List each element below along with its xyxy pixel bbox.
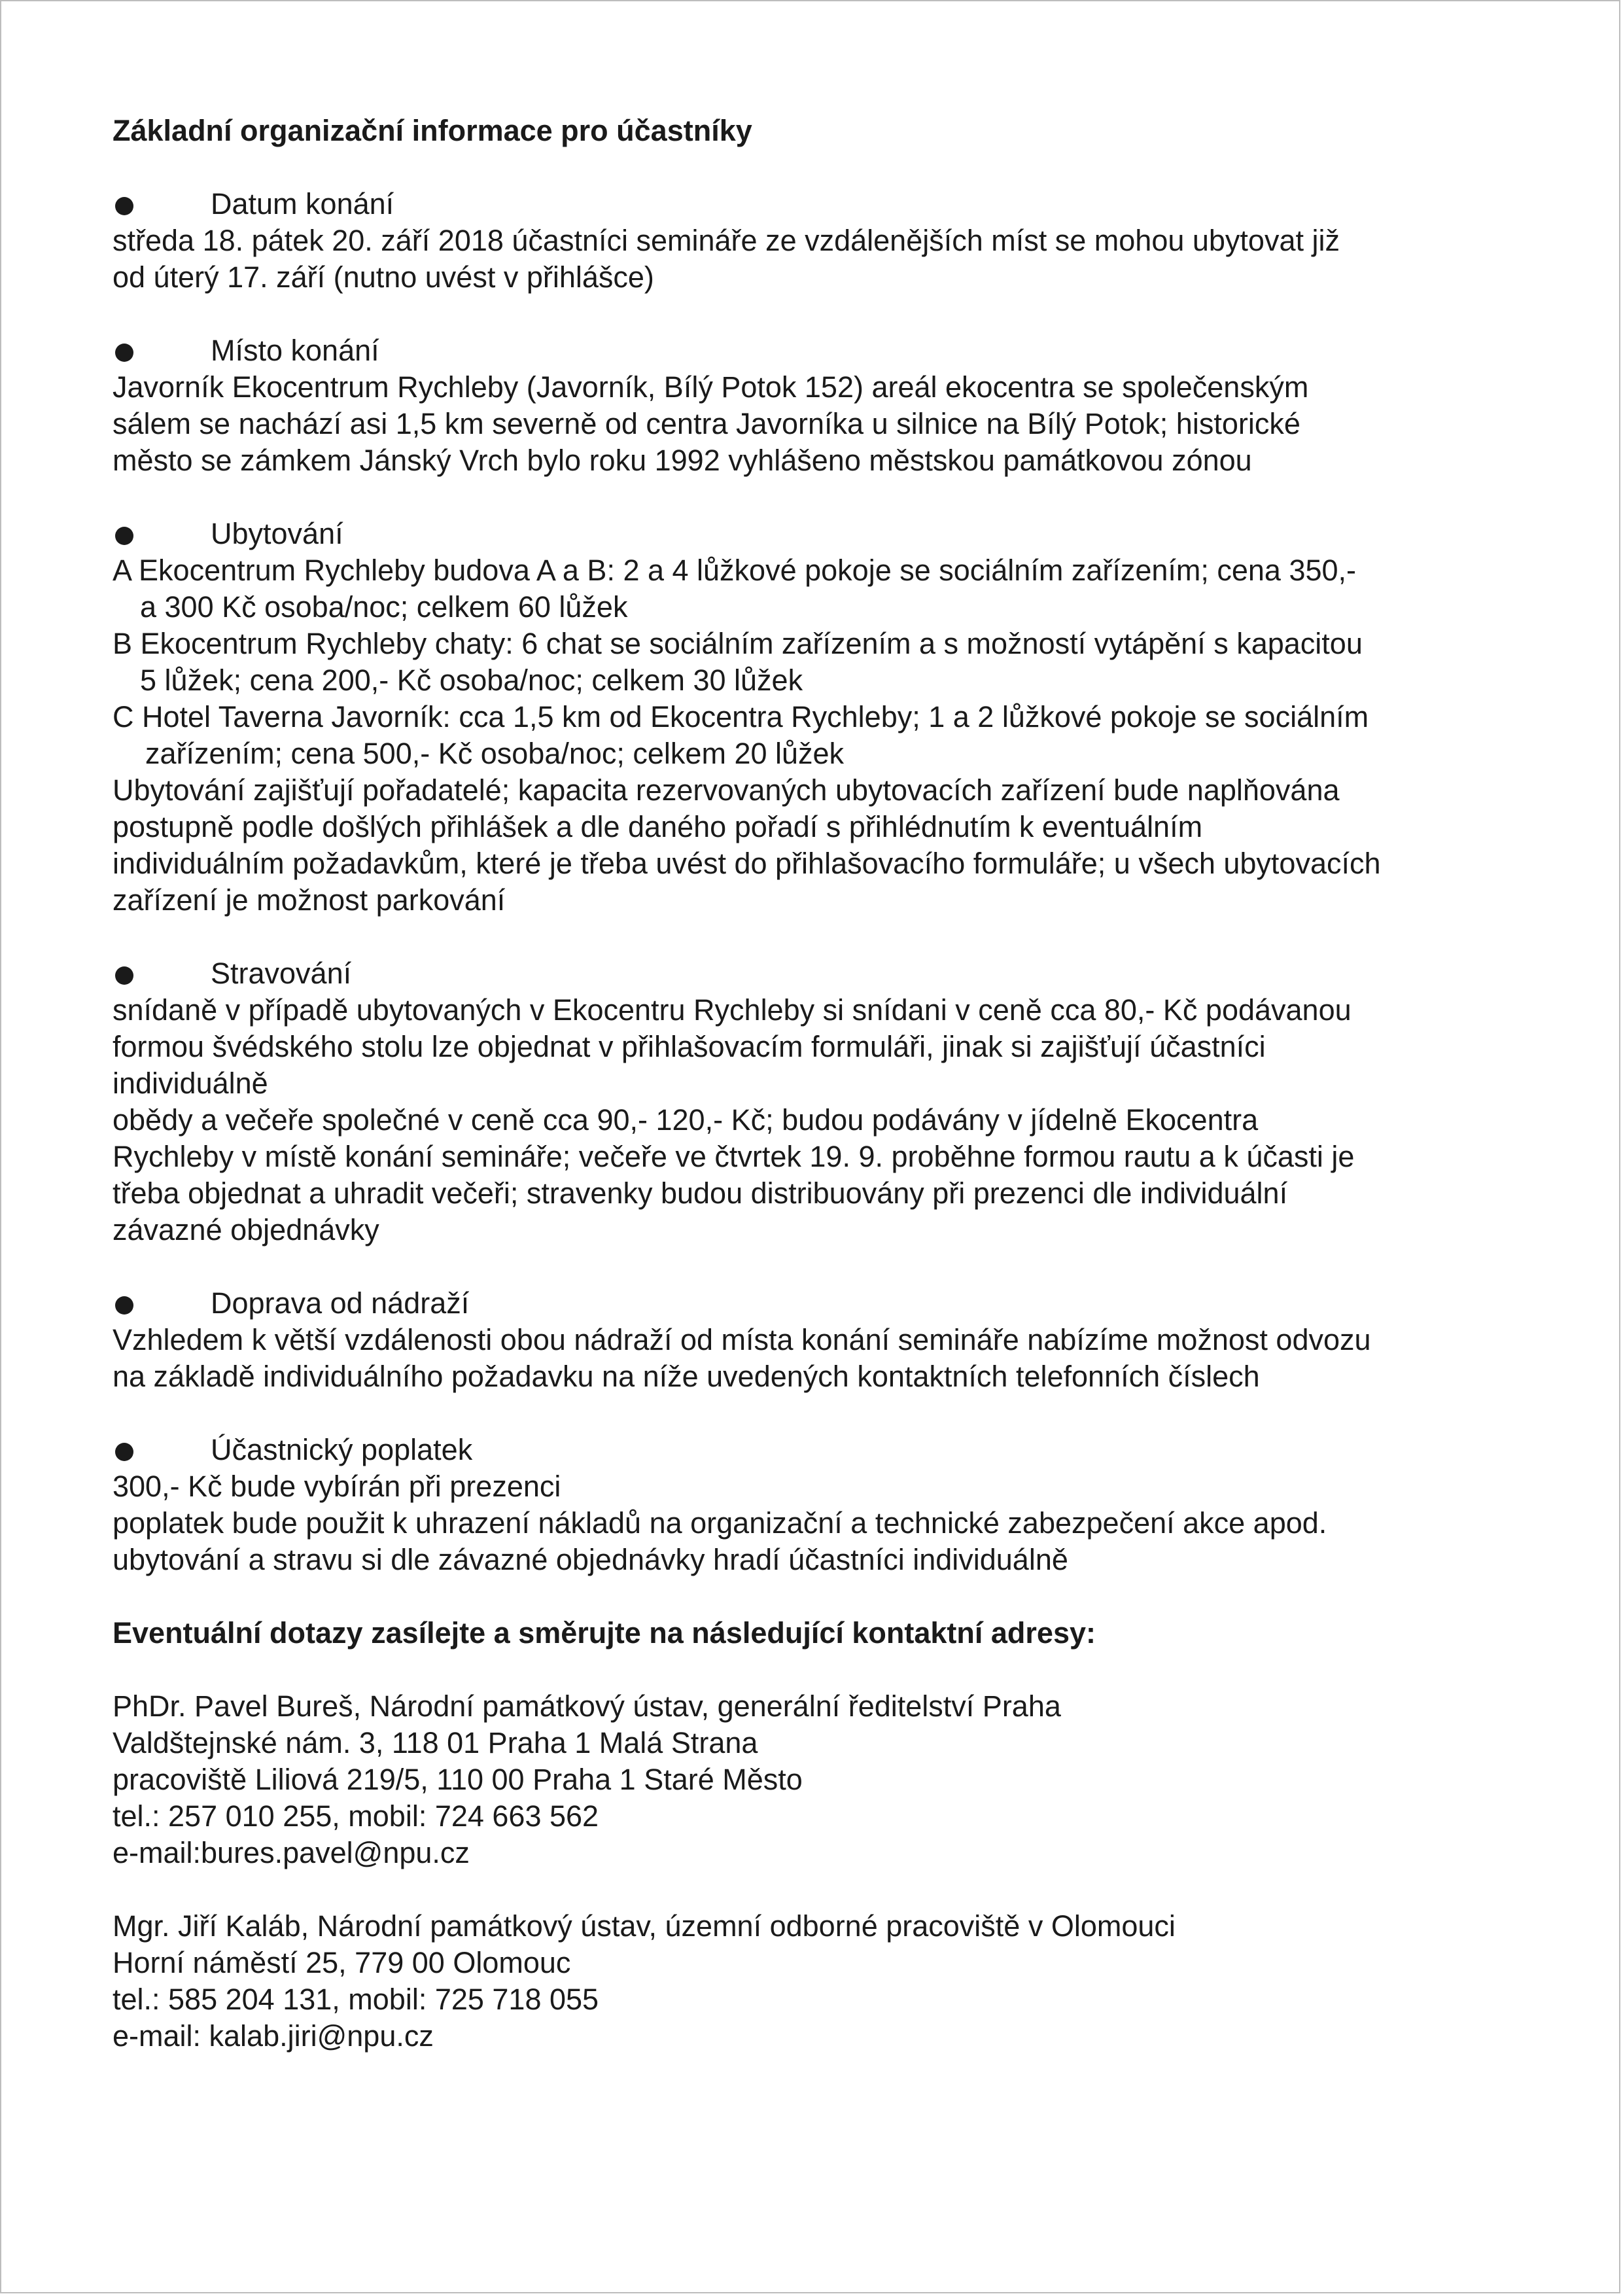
heading-text: Účastnický poplatek xyxy=(211,1433,473,1466)
heading-text: Doprava od nádraží xyxy=(211,1286,470,1320)
bullet-icon xyxy=(115,197,133,215)
contact-workplace: pracoviště Liliová 219/5, 110 00 Praha 1 Staré Město xyxy=(113,1763,803,1796)
contact-phone: tel.: 585 204 131, mobil: 725 718 055 xyxy=(113,1983,599,2016)
misto-line: město se zámkem Jánský Vrch bylo roku 1992 vyhlášeno městskou památkovou zónou xyxy=(113,444,1252,477)
stravovani-line: Rychleby v místě konání semináře; večeře ve čtvrtek 19. 9. proběhne formou rautu a k účasti je xyxy=(113,1140,1355,1173)
ubytovani-option-a-cont: a 300 Kč osoba/noc; celkem 60 lůžek xyxy=(140,590,628,624)
contact-heading: Eventuální dotazy zasílejte a směrujte na následující kontaktní adresy: xyxy=(113,1616,1096,1650)
section-datum xyxy=(113,186,1539,296)
ubytovani-option-c-cont: zařízením; cena 500,- Kč osoba/noc; celkem 20 lůžek xyxy=(145,737,845,770)
contact-block-kalab xyxy=(113,1908,1539,2055)
section-heading-stravovani xyxy=(113,955,1539,992)
stravovani-line: třeba objednat a uhradit večeři; stravenky budou distribuovány při prezenci dle individuální xyxy=(113,1176,1288,1210)
contact-block-bures xyxy=(113,1688,1539,1871)
poplatek-line: 300,- Kč bude vybírán při prezenci xyxy=(113,1470,561,1503)
section-heading-datum xyxy=(113,186,1539,222)
doprava-line: Vzhledem k větší vzdálenosti obou nádraží od místa konání semináře nabízíme možnost odvozu xyxy=(113,1323,1371,1356)
poplatek-line: ubytování a stravu si dle závazné objednávky hradí účastníci individuálně xyxy=(113,1543,1068,1576)
misto-line: Javorník Ekocentrum Rychleby (Javorník, Bílý Potok 152) areál ekocentra se společenským xyxy=(113,370,1309,404)
heading-text: Ubytování xyxy=(211,517,343,550)
stravovani-line: obědy a večeře společné v ceně cca 90,- 120,- Kč; budou podávány v jídelně Ekocentra xyxy=(113,1103,1259,1137)
ubytovani-option-b-cont: 5 lůžek; cena 200,- Kč osoba/noc; celkem 30 lůžek xyxy=(140,663,803,697)
section-heading-misto xyxy=(113,332,1539,369)
section-heading-ubytovani xyxy=(113,516,1539,552)
contact-name: PhDr. Pavel Bureš, Národní památkový ústav, generální ředitelství Praha xyxy=(113,1689,1061,1723)
ubytovani-option-c: C Hotel Taverna Javorník: cca 1,5 km od Ekocentra Rychleby; 1 a 2 lůžkové pokoje se sociálním xyxy=(113,700,1369,733)
doprava-line: na základě individuálního požadavku na níže uvedených kontaktních telefonních číslech xyxy=(113,1360,1260,1393)
heading-text: Místo konání xyxy=(211,334,379,367)
datum-line: od úterý 17. září (nutno uvést v přihlášce) xyxy=(113,260,654,294)
bullet-icon xyxy=(115,1296,133,1315)
section-stravovani xyxy=(113,955,1539,1248)
document-content xyxy=(113,113,1539,2091)
bullet-icon xyxy=(115,966,133,985)
section-ubytovani xyxy=(113,516,1539,919)
section-heading-doprava xyxy=(113,1285,1539,1322)
ubytovani-option-a: A Ekocentrum Rychleby budova A a B: 2 a 4 lůžkové pokoje se sociálním zařízením; cena 350,- xyxy=(113,554,1357,587)
contact-address: Horní náměstí 25, 779 00 Olomouc xyxy=(113,1946,571,1979)
contact-phone: tel.: 257 010 255, mobil: 724 663 562 xyxy=(113,1799,599,1833)
misto-line: sálem se nachází asi 1,5 km severně od centra Javorníka u silnice na Bílý Potok; historické xyxy=(113,407,1300,440)
heading-text: Datum konání xyxy=(211,187,394,221)
bullet-icon xyxy=(115,344,133,362)
ubytovani-note: zařízení je možnost parkování xyxy=(113,883,506,917)
bullet-icon xyxy=(115,1443,133,1461)
stravovani-line: snídaně v případě ubytovaných v Ekocentru Rychleby si snídani v ceně cca 80,- Kč podávanou xyxy=(113,993,1352,1027)
ubytovani-note: postupně podle došlých přihlášek a dle daného pořadí s přihlédnutím k eventuálním xyxy=(113,810,1203,843)
contact-email: e-mail:bures.pavel@npu.cz xyxy=(113,1836,470,1869)
document-title: Základní organizační informace pro účastníky xyxy=(113,114,752,147)
ubytovani-note: Ubytování zajišťují pořadatelé; kapacita rezervovaných ubytovacích zařízení bude naplňována xyxy=(113,773,1340,807)
contact-address: Valdštejnské nám. 3, 118 01 Praha 1 Malá Strana xyxy=(113,1726,758,1759)
section-doprava xyxy=(113,1285,1539,1395)
contact-name: Mgr. Jiří Kaláb, Národní památkový ústav, územní odborné pracoviště v Olomouci xyxy=(113,1909,1176,1943)
stravovani-line: formou švédského stolu lze objednat v přihlašovacím formuláři, jinak si zajišťují účastníci xyxy=(113,1030,1266,1063)
contact-email: e-mail: kalab.jiri@npu.cz xyxy=(113,2019,434,2053)
stravovani-line: závazné objednávky xyxy=(113,1213,379,1246)
poplatek-line: poplatek bude použit k uhrazení nákladů na organizační a technické zabezpečení akce apod. xyxy=(113,1506,1327,1540)
section-poplatek xyxy=(113,1432,1539,1578)
datum-line: středa 18. pátek 20. září 2018 účastníci semináře ze vzdálenějších míst se mohou ubytovat již xyxy=(113,224,1340,257)
stravovani-line: individuálně xyxy=(113,1067,268,1100)
ubytovani-note: individuálním požadavkům, které je třeba uvést do přihlašovacího formuláře; u všech ubytovacích xyxy=(113,847,1381,880)
ubytovani-option-b: B Ekocentrum Rychleby chaty: 6 chat se sociálním zařízením a s možností vytápění s kapacitou xyxy=(113,627,1363,660)
bullet-icon xyxy=(115,527,133,545)
section-heading-poplatek xyxy=(113,1432,1539,1468)
section-misto xyxy=(113,332,1539,479)
heading-text: Stravování xyxy=(211,957,352,990)
